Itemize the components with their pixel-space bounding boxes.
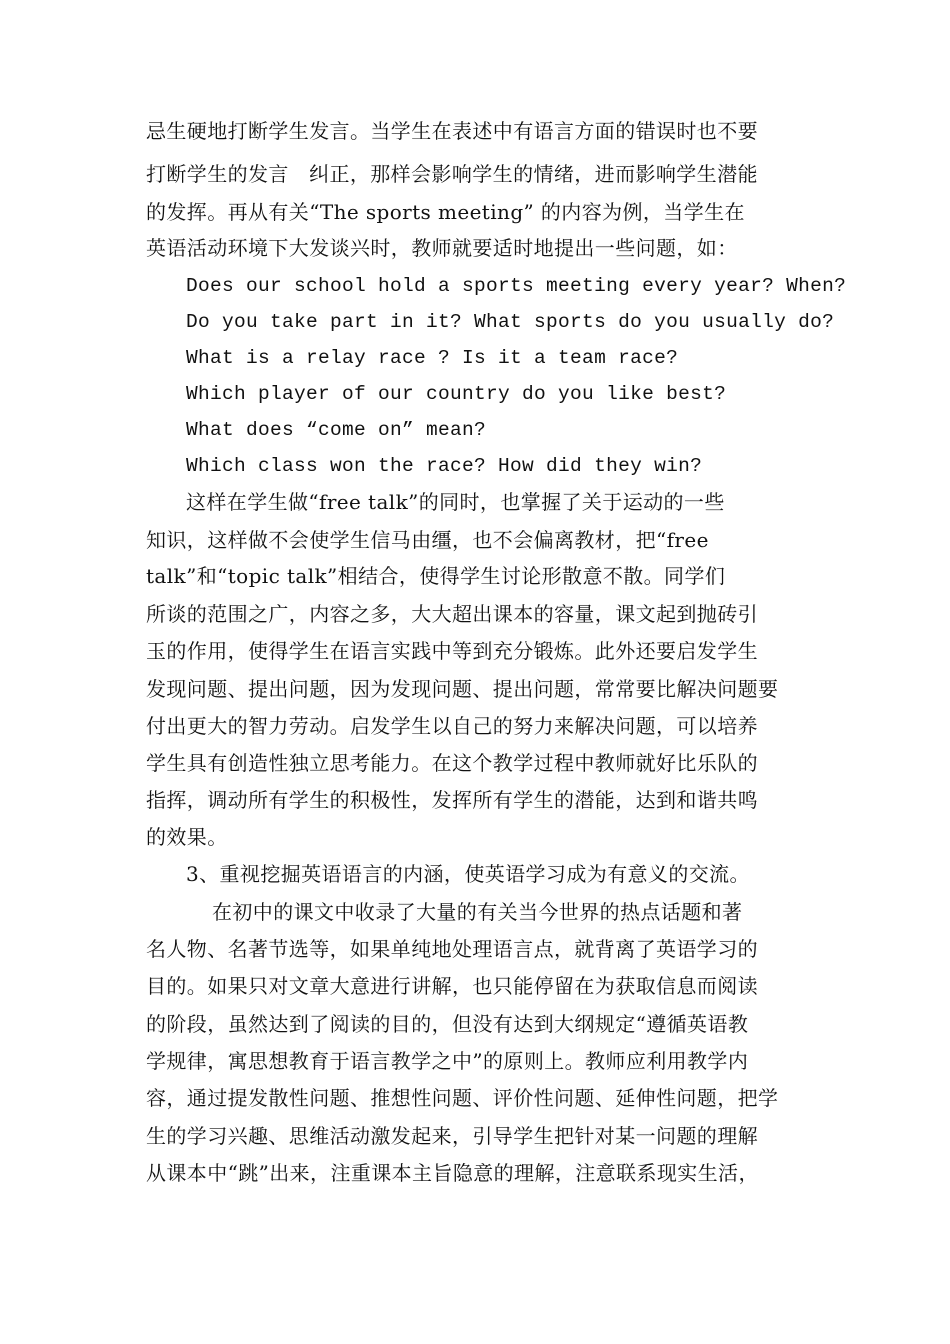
text-line: 在初中的课文中收录了大量的有关当今世界的热点话题和著 [212,900,743,924]
text-line: 玉的作用，使得学生在语言实践中等到充分锻炼。此外还要启发学生 [146,639,758,663]
question-line: Does our school hold a sports meeting every year? When? [186,275,847,297]
text-line: 学生具有创造性独立思考能力。在这个教学过程中教师就好比乐队的 [146,751,758,775]
text-line: 的效果。 [146,825,228,849]
text-line: 知识，这样做不会使学生信马由缰，也不会偏离教材，把“free [146,528,709,552]
text-line: 的发挥。再从有关“The sports meeting” 的内容为例，当学生在 [146,200,745,224]
text-line: 打断学生的发言 纠正，那样会影响学生的情绪，进而影响学生潜能 [146,162,758,186]
text-line: 付出更大的智力劳动。启发学生以自己的努力来解决问题，可以培养 [146,714,758,738]
text-line: 发现问题、提出问题，因为发现问题、提出问题，常常要比解决问题要 [146,677,779,701]
question-line: Which player of our country do you like best? [186,383,727,405]
text-line: 目的。如果只对文章大意进行讲解，也只能停留在为获取信息而阅读 [146,974,758,998]
text-line: 这样在学生做“free talk”的同时，也掌握了关于运动的一些 [186,490,725,514]
question-line: What is a relay race ? Is it a team race? [186,347,679,369]
text-line: 学规律，寓思想教育于语言教学之中”的原则上。教师应利用教学内 [146,1049,749,1073]
question-line: Do you take part in it? What sports do you usually do? [186,311,835,333]
text-line: 容，通过提发散性问题、推想性问题、评价性问题、延伸性问题，把学 [146,1086,779,1110]
question-line: Which class won the race? How did they win? [186,455,703,477]
question-line: What does “come on” mean? [186,419,487,441]
text-line: 生的学习兴趣、思维活动激发起来，引导学生把针对某一问题的理解 [146,1124,758,1148]
text-line: 指挥，调动所有学生的积极性，发挥所有学生的潜能，达到和谐共鸣 [146,788,758,812]
text-line: 名人物、名著节选等，如果单纯地处理语言点，就背离了英语学习的 [146,937,758,961]
text-line: 所谈的范围之广，内容之多，大大超出课本的容量，课文起到抛砖引 [146,602,758,626]
text-line: talk”和“topic talk”相结合，使得学生讨论形散意不散。同学们 [146,564,726,588]
section-heading: 3、重视挖掘英语语言的内涵，使英语学习成为有意义的交流。 [186,862,750,886]
text-line: 忌生硬地打断学生发言。当学生在表述中有语言方面的错误时也不要 [146,119,758,143]
text-line: 从课本中“跳”出来，注重课本主旨隐意的理解，注意联系现实生活， [146,1161,759,1185]
text-line: 英语活动环境下大发谈兴时，教师就要适时地提出一些问题，如： [146,236,738,260]
text-line: 的阶段，虽然达到了阅读的目的，但没有达到大纲规定“遵循英语教 [146,1012,749,1036]
